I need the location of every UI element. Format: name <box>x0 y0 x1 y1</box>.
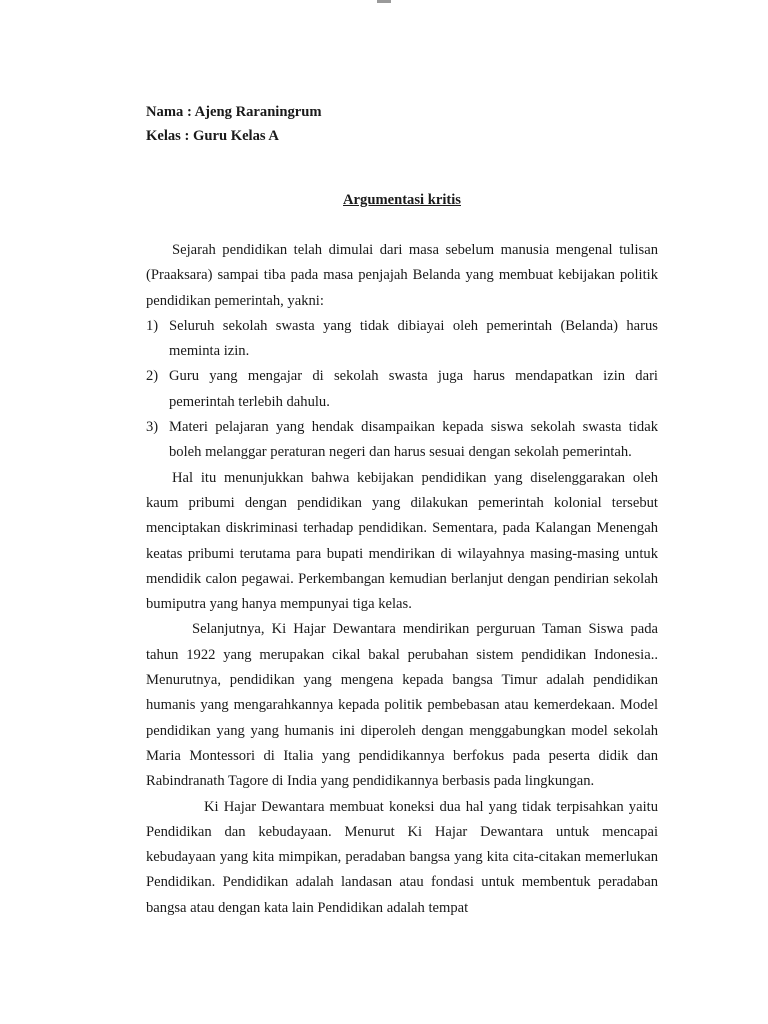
paragraph-4: Ki Hajar Dewantara membuat koneksi dua hal yang tidak terpisahkan yaitu Pendidikan dan kebudayaan. Menurut Ki Hajar Dewantara untuk mencapai kebudayaan yang kita mimpikan, peradaban bangsa yang kita cita-citakan memerlukan Pendidikan. Pendidikan adalah landasan atau fondasi untuk membentuk peradaban bangsa atau dengan kata lain Pendidikan adalah tempat <box>146 798 658 916</box>
list-number: 2) <box>146 368 159 385</box>
paragraph-intro: Sejarah pendidikan telah dimulai dari masa sebelum manusia mengenal tulisan (Praaksara) sampai tiba pada masa penjajah Belanda yang membuat kebijakan politik pendidikan pemerintah, yakni: <box>146 242 658 309</box>
list-item <box>146 415 658 466</box>
paragraph-2: Hal itu menunjukkan bahwa kebijakan pendidikan yang diselenggarakan oleh kaum pribumi dengan pendidikan yang dilakukan pemerintah kolonial tersebut menciptakan diskriminasi terhadap pendidikan. Sementara, pada Kalangan Menengah keatas pribumi terutama para bupati mendirikan di wilayahnya masing-masing untuk mendidik calon pegawai. Perkembangan kemudian berlanjut dengan pendirian sekolah bumiputra yang hanya mempunyai tiga kelas. <box>146 469 658 613</box>
list-text: Guru yang mengajar di sekolah swasta juga harus mendapatkan izin dari pemerintah terlebih dahulu. <box>169 368 658 410</box>
document-title: Argumentasi kritis <box>343 192 461 208</box>
list-item <box>146 364 658 415</box>
list-number: 3) <box>146 419 159 436</box>
student-name: Nama : Ajeng Raraningrum <box>146 104 322 120</box>
list-text: Seluruh sekolah swasta yang tidak dibiayai oleh pemerintah (Belanda) harus meminta izin. <box>169 317 658 360</box>
paragraph-3: Selanjutnya, Ki Hajar Dewantara mendirikan perguruan Taman Siswa pada tahun 1922 yang merupakan cikal bakal perubahan sistem pendidikan Indonesia.. Menurutnya, pendidikan yang mengena kepada bangsa Timur adalah pendidikan humanis yang mengarahkannya kepada politik pembebasan atau kemerdekaan. Model pendidikan yang yang humanis ini diperoleh dengan menggabungkan model sekolah Maria Montessori di Italia yang pendidikannya berfokus pada peserta didik dan Rabindranath Tagore di India yang pendidikannya berbasis pada lingkungan. <box>146 621 658 790</box>
policy-list <box>146 314 658 466</box>
list-text: Materi pelajaran yang hendak disampaikan kepada siswa sekolah swasta tidak boleh melanggar peraturan negeri dan harus sesuai dengan sekolah pemerintah. <box>169 419 658 461</box>
list-item <box>146 314 658 365</box>
document-page <box>146 100 658 921</box>
page-top-mark <box>377 0 391 3</box>
student-class: Kelas : Guru Kelas A <box>146 128 279 144</box>
list-number: 1) <box>146 317 159 334</box>
